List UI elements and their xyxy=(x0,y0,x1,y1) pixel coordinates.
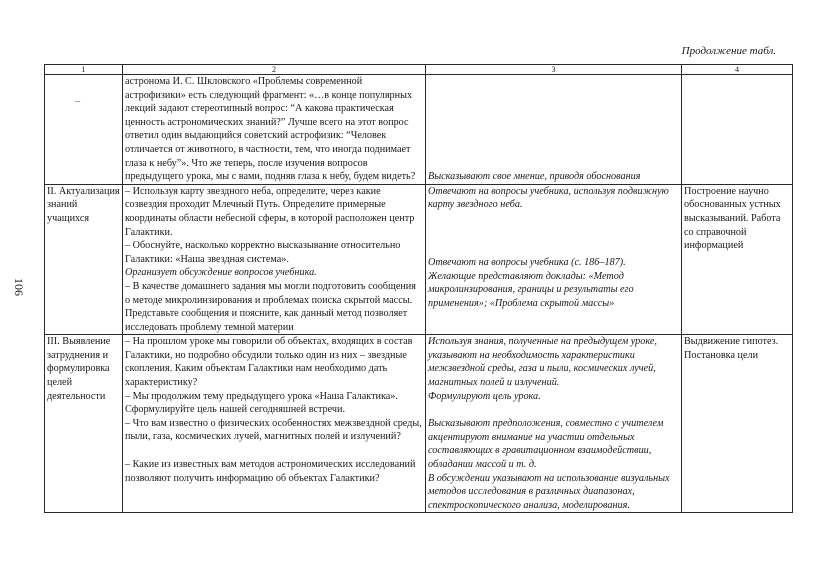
student-text: Используя знания, полученные на предыдущем уроке, указывают на необходимость характеристики межзвездной среды, газа и пыли, космических лучей, магнитных полей и излучений. xyxy=(428,336,657,389)
teacher-text: – Обоснуйте, насколько корректно высказывание относительно Галактики: «Наша звездная система». xyxy=(125,240,401,265)
stage-title: II. Актуализация знаний учащихся xyxy=(47,185,120,224)
table-row xyxy=(45,184,793,335)
student-text: Формулируют цель урока. xyxy=(428,390,541,402)
stage-mark: – xyxy=(75,96,81,107)
stage-cell xyxy=(45,335,123,513)
teacher-text: – Что вам известно о физических особенностях межзвездной среды, пыли, газа, космических лучей, магнитных полей и излучений? xyxy=(125,417,422,443)
column-number: 4 xyxy=(682,65,793,75)
result-cell xyxy=(682,184,793,335)
result-cell xyxy=(682,75,793,185)
column-number: 2 xyxy=(123,65,426,75)
stage-cell xyxy=(45,184,123,335)
student-activity-cell xyxy=(426,75,682,185)
teacher-text: – Используя карту звездного неба, определите, через какие созвездия проходит Млечный Путь. Определите примерные координаты области небесной сферы, в которой расположен центр Галактики. xyxy=(125,185,415,238)
result-text: Построение научно обоснованных устных высказываний. Работа со справочной информацией xyxy=(684,185,781,252)
student-activity-cell xyxy=(426,184,682,335)
student-text: Отвечают на вопросы учебника (с. 186–187). xyxy=(428,256,626,268)
teacher-text: – На прошлом уроке мы говорили об объектах, входящих в состав Галактики, но подробно обсудили только один из них – звездные скопления. Каким объектам Галактики нам необходимо дать характеристику? xyxy=(125,336,413,389)
student-text: Высказывают предположения, совместно с учителем акцентируют внимание на участии отдельных составляющих в гравитационном взаимодействии, обладании массой и т. д. xyxy=(428,418,664,471)
teacher-activity-cell xyxy=(123,335,426,513)
student-text: Высказывают свое мнение, приводя обоснования xyxy=(428,171,641,183)
teacher-text: астронома И. С. Шкловского «Проблемы современной астрофизики» есть следующий фрагмент: «…в конце популярных лекций задают стереотипный вопрос: “А какова практическая ценность астрономических знаний?” Лучше всего на этот вопрос ответил один выдающийся советский астрофизик: “Человек отличается от животного, в частности, тем, что иногда поднимает глаза к небу”». Что же теперь, после изучения вопросов предыдущего урока, мы с вами, подняв глаза к небу, будем видеть? xyxy=(125,76,416,183)
student-text: Отвечают на вопросы учебника, используя подвижную карту звездного неба. xyxy=(428,185,669,211)
result-cell xyxy=(682,335,793,513)
stage-title: III. Выявление затруднения и формулировка целей деятельности xyxy=(47,336,111,402)
table-continuation-caption: Продолжение табл. xyxy=(681,45,776,57)
lesson-table xyxy=(44,64,793,513)
table-row xyxy=(45,75,793,185)
student-text: В обсуждении указывают на использование визуальных методов исследования в различных диапазонах, спектроскопического анализа, моделирования. xyxy=(428,472,670,511)
stage-cell xyxy=(45,75,123,185)
student-activity-cell xyxy=(426,335,682,513)
column-number-row xyxy=(45,65,793,75)
column-number: 3 xyxy=(426,65,682,75)
teacher-text: – В качестве домашнего задания мы могли подготовить сообщения о методе микролинзирования и проблемах поиска скрытой массы. Представьте сообщения и поясните, как данный метод позволяет исследовать проблему темной материи xyxy=(125,280,416,333)
teacher-activity-cell xyxy=(123,75,426,185)
teacher-text: Организует обсуждение вопросов учебника. xyxy=(125,267,317,279)
table-row xyxy=(45,335,793,513)
page-number: 106 xyxy=(12,278,26,296)
teacher-text: – Какие из известных вам методов астрономических исследований позволяют получить информацию об объектах Галактики? xyxy=(125,459,416,484)
teacher-activity-cell xyxy=(123,184,426,335)
result-text: Выдвижение гипотез. Постановка цели xyxy=(684,336,779,361)
student-text: Желающие представляют доклады: «Метод микролинзирования, границы и результаты его применения»; «Проблема скрытой массы» xyxy=(428,270,634,309)
teacher-text: – Мы продолжим тему предыдущего урока «Наша Галактика». Сформулируйте цель нашей сегодняшней встречи. xyxy=(125,390,398,416)
column-number: 1 xyxy=(45,65,123,75)
